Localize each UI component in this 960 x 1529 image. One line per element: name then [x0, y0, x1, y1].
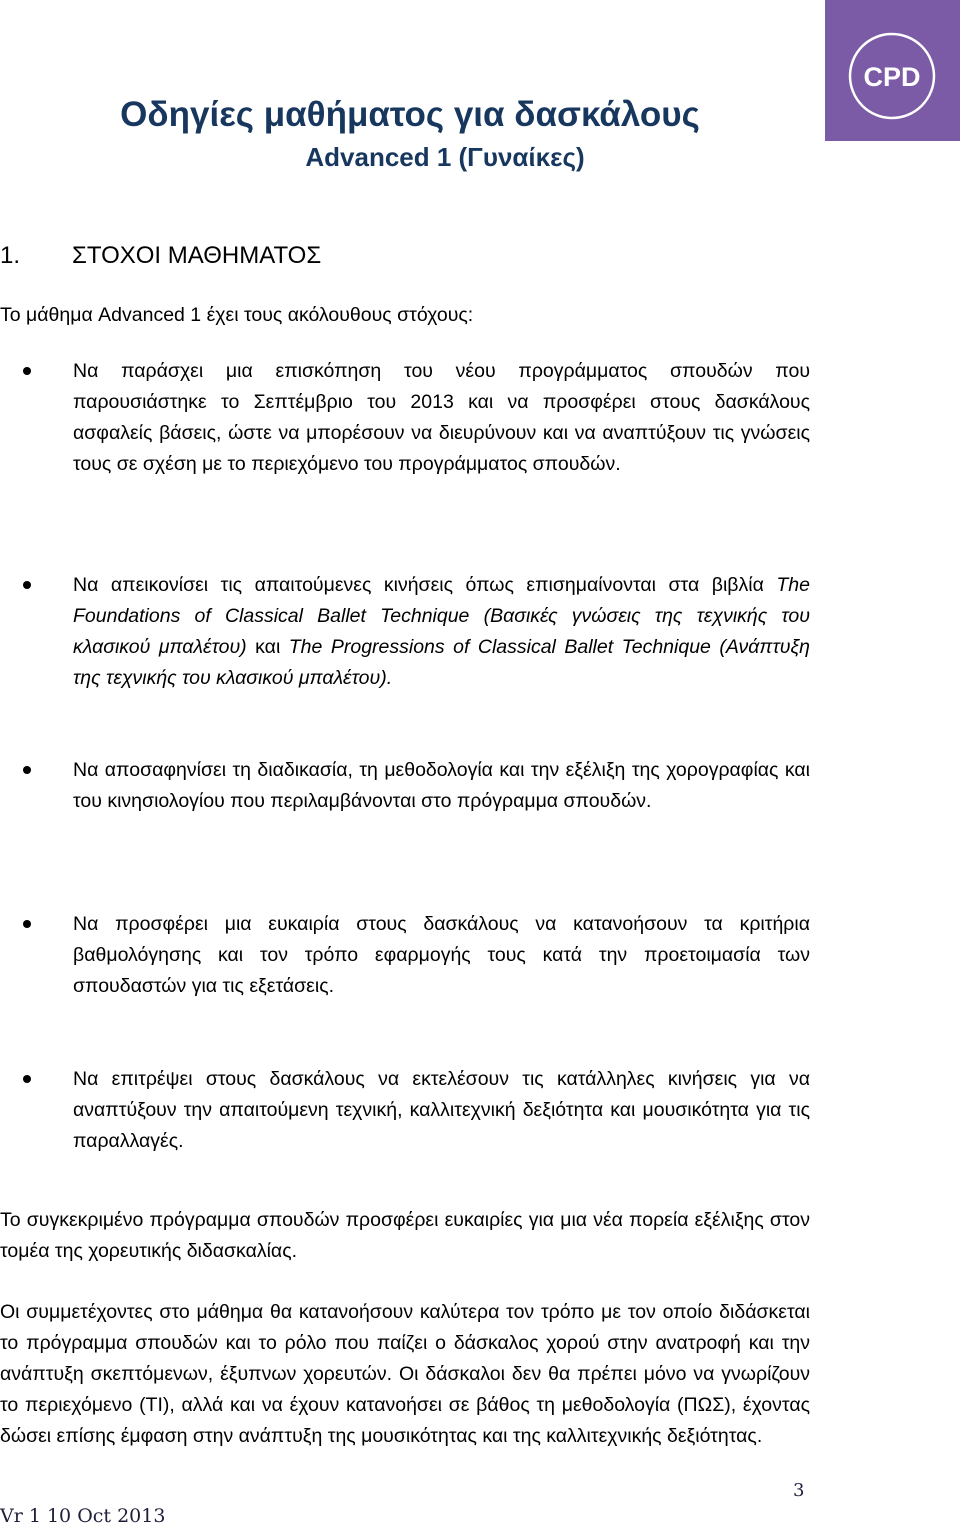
section-title: ΣΤΟΧΟΙ ΜΑΘΗΜΑΤΟΣ	[72, 242, 322, 269]
bullet-icon	[23, 367, 31, 375]
bullet-icon	[23, 920, 31, 928]
bullet-icon	[23, 766, 31, 774]
section-heading	[0, 238, 321, 274]
intro-paragraph: Το μάθημα Advanced 1 έχει τους ακόλουθους στόχους:	[0, 304, 474, 326]
cpd-logo-badge-icon	[825, 0, 960, 141]
bullet-text-2d: The Progressions of Classical Ballet Technique (Ανάπτυξη της τεχνικής του κλασικού μπαλέτου).	[73, 636, 810, 689]
list-item	[73, 1064, 810, 1157]
list-item	[73, 570, 810, 694]
bullet-text-1: Να παράσχει μια επισκόπηση του νέου προγράμματος σπουδών που παρουσιάστηκε το Σεπτέμβριο του 2013 και να προσφέρει στους δασκάλους ασφαλείς βάσεις, ώστε να μπορέσουν να διευρύνουν και να αναπτύξουν τις γνώσεις τους σε σχέση με το περιεχόμενο του προγράμματος σπουδών.	[73, 360, 810, 475]
bullet-text-2b: The Foundations of Classical Ballet Technique (Βασικές γνώσεις της τεχνικής του κλασικού μπαλέτου)	[73, 574, 810, 658]
paragraph-2: Οι συμμετέχοντες στο μάθημα θα κατανοήσουν καλύτερα τον τρόπο με τον οποίο διδάσκεται το πρόγραμμα σπουδών και το ρόλο που παίζει ο δάσκαλος χορού στην ανατροφή και την ανάπτυξη σκεπτόμενων, έξυπνων χορευτών. Οι δάσκαλοι δεν θα πρέπει μόνο να γνωρίζουν το περιεχόμενο (ΤΙ), αλλά και να έχουν κατανοήσει σε βάθος τη μεθοδολογία (ΠΩΣ), έχοντας δώσει επίσης έμφαση στην ανάπτυξη της μουσικότητας και της καλλιτεχνικής δεξιότητας.	[0, 1301, 810, 1447]
list-item	[73, 909, 810, 1002]
bullet-text-3: Να αποσαφηνίσει τη διαδικασία, τη μεθοδολογία και την εξέλιξη της χορογραφίας και του κινησιολογίου που περιλαμβάνονται στο πρόγραμμα σπουδών.	[73, 759, 810, 812]
paragraph-1: Το συγκεκριμένο πρόγραμμα σπουδών προσφέρει ευκαιρίες για μια νέα πορεία εξέλιξης στον τομέα της χορευτικής διδασκαλίας.	[0, 1209, 810, 1262]
section-number: 1.	[0, 242, 21, 269]
bullet-text-2c: και	[246, 636, 289, 658]
version-footer: Vr 1 10 Oct 2013	[0, 1505, 166, 1527]
cpd-logo	[825, 0, 960, 141]
cpd-logo-text: CPD	[863, 62, 921, 92]
page-subtitle: Advanced 1 (Γυναίκες)	[305, 142, 585, 172]
bullet-icon	[23, 581, 31, 589]
bullet-text-5: Να επιτρέψει στους δασκάλους να εκτελέσουν τις κατάλληλες κινήσεις για να αναπτύξουν την απαιτούμενη τεχνική, καλλιτεχνική δεξιότητα και μουσικότητα για τις παραλλαγές.	[73, 1068, 810, 1152]
title-block	[0, 92, 820, 172]
page-number: 3	[793, 1480, 805, 1501]
bullet-text-2a: Να απεικονίσει τις απαιτούμενες κινήσεις όπως επισημαίνονται στα βιβλία	[73, 574, 777, 596]
bullet-text-4: Να προσφέρει μια ευκαιρία στους δασκάλους να κατανοήσουν τα κριτήρια βαθμολόγησης και τον τρόπο εφαρμογής τους κατά την προετοιμασία των σπουδαστών για τις εξετάσεις.	[73, 913, 810, 997]
list-item	[73, 356, 810, 480]
list-item	[73, 755, 810, 817]
page-title: Οδηγίες μαθήματος για δασκάλους	[120, 95, 700, 134]
bullet-icon	[23, 1075, 31, 1083]
